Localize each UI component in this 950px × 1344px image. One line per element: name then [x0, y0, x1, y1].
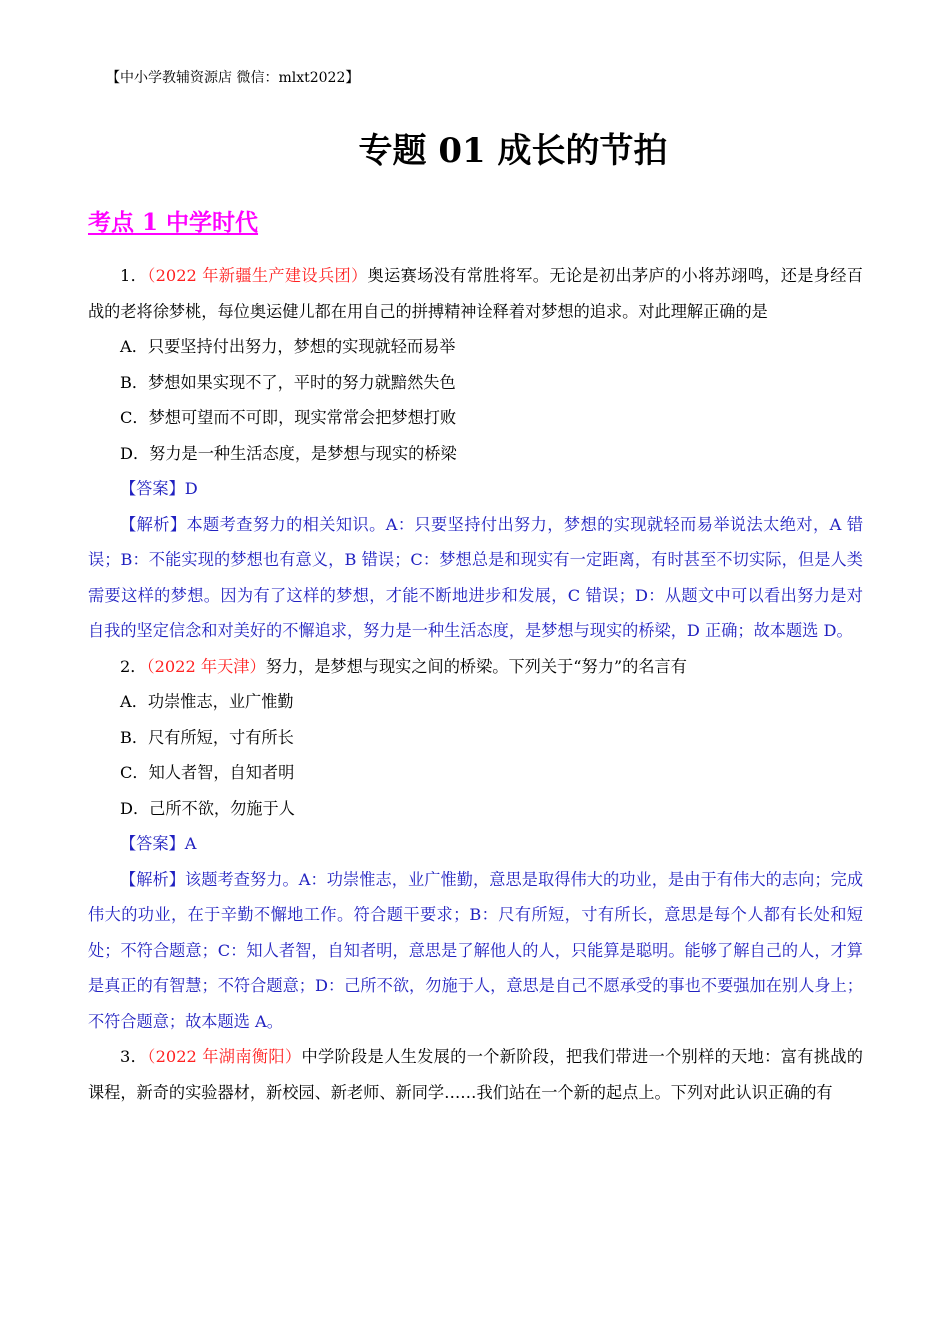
option-a: A．只要坚持付出努力，梦想的实现就轻而易举 — [120, 337, 456, 356]
answer-value: D — [184, 479, 198, 498]
question-source: （2022 年新疆生产建设兵团） — [147, 266, 368, 285]
question-source: （2022 年天津） — [146, 656, 266, 676]
analysis-text: 本题考查努力的相关知识。A：只要坚持付出努力，梦想的实现就轻而易举说法太绝对，A 错误；B：不能实现的梦想也有意义，B 错误；C：梦想总是和现实有一定距离，有时甚至不切实际，但是人类需要这样的梦想。因为有了这样的梦想，才能不断地进步和发展，C 错误；D：从题文中可以看出努力是对自我的坚定信念和对美好的不懈追求，努力是一种生活态度，是梦想与现实的桥梁，D 正确；故本题选 D。 — [88, 514, 864, 640]
question-text: 中学阶段是人生发展的一个新阶段，把我们带进一个别样的天地：富有挑战的课程，新奇的实验器材，新校园、新老师、新同学……我们站在一个新的起点上。下列对此认识正确的有 — [88, 1047, 863, 1102]
page-title: 专题 01 成长的节拍 — [358, 131, 668, 171]
answer-value: A — [184, 834, 197, 853]
question-2 — [88, 649, 863, 1040]
answer-line — [88, 471, 863, 507]
question-stem — [88, 1039, 863, 1110]
question-number: 3． — [120, 1047, 148, 1066]
option-d: D．己所不欲，勿施于人 — [120, 798, 295, 818]
question-text: 奥运赛场没有常胜将军。无论是初出茅庐的小将苏翊鸣，还是身经百战的老将徐梦桃，每位奥运健儿都在用自己的拼搏精神诠释着对梦想的追求。对此理解正确的是 — [88, 266, 863, 321]
option-c: C．梦想可望而不可即，现实常常会把梦想打败 — [120, 408, 457, 427]
document-body — [88, 258, 863, 1110]
question-number: 2． — [120, 656, 147, 676]
question-number: 1． — [120, 266, 148, 285]
analysis — [88, 507, 863, 649]
answer-label: 【答案】 — [120, 479, 185, 498]
analysis — [88, 862, 863, 1040]
question-source: （2022 年湖南衡阳） — [147, 1047, 302, 1066]
section-heading: 考点 1 中学时代 — [88, 209, 259, 236]
question-1 — [88, 258, 863, 649]
header-note: 【中小学教辅资源店 微信：mlxt2022】 — [106, 70, 360, 86]
question-stem — [88, 649, 863, 685]
analysis-label: 【解析】 — [120, 869, 186, 889]
option-a: A．功崇惟志，业广惟勤 — [120, 692, 294, 711]
analysis-text: 该题考查努力。A：功崇惟志，业广惟勤，意思是取得伟大的功业，是由于有伟大的志向；完成伟大的功业，在于辛勤不懈地工作。符合题干要求；B：尺有所短，寸有所长，意思是每个人都有长处和短处；不符合题意；C：知人者智，自知者明，意思是了解他人的人，只能算是聪明。能够了解自己的人，才算是真正的有智慧；不符合题意；D：己所不欲，勿施于人，意思是自己不愿承受的事也不要强加在别人身上；不符合题意；故本题选 A。 — [88, 869, 864, 1031]
answer-line — [88, 826, 863, 862]
question-3 — [88, 1039, 863, 1110]
question-text: 努力，是梦想与现实之间的桥梁。下列关于“努力”的名言有 — [265, 656, 687, 676]
option-c: C．知人者智，自知者明 — [120, 763, 295, 782]
option-b: B．尺有所短，寸有所长 — [120, 727, 294, 747]
answer-label: 【答案】 — [120, 834, 185, 853]
analysis-label: 【解析】 — [120, 514, 187, 534]
question-stem — [88, 258, 863, 329]
option-b: B．梦想如果实现不了，平时的努力就黯然失色 — [120, 372, 456, 392]
option-d: D．努力是一种生活态度，是梦想与现实的桥梁 — [120, 443, 457, 463]
